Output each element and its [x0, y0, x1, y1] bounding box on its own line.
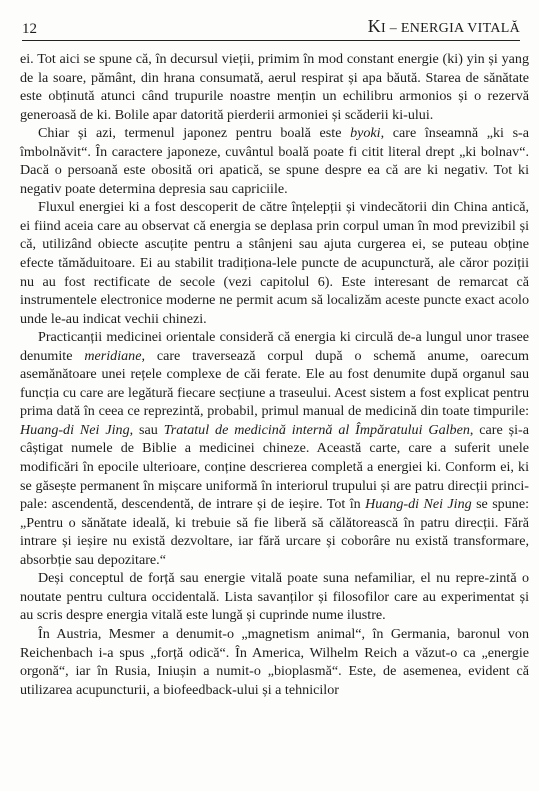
running-title: [368, 17, 520, 38]
italic-text: Huang-di Nei Jing: [365, 496, 472, 513]
paragraph-1: [20, 50, 529, 124]
text-run: Practicanții medicinei orientale consideră că energia ki circulă de-a lungul unor trasee denumite: [20, 329, 529, 364]
text-run: , care traversează corpul după o schemă anume, oarecum asemănătoare unei rețele complexe de căi ferate. Ele au fost denumite după organul sau funcția cu care are legătură fiecare secțiune a traseului. Acest sistem a fost explicat pentru prima dată în ceea ce reprezintă, probabil, primul manual de medicină din toate timpurile:: [20, 347, 529, 420]
paragraph-5: [20, 569, 529, 625]
paragraph-4: [20, 328, 529, 569]
text-run: Fluxul energiei ki a fost descoperit de către înțelepții și vindecătorii din China antică, ei fiind aceia care au observat că energia se deplasa prin corpul uman în mod previzibil și că, utilizând obiecte ascuțite pentru a stânjeni sau ajuta curgerea ei, se puteau obține efecte tămăduitoare. Ei au stabilit tradiționa-lele puncte de acupunctură, ale căror poziții nu au fost rectificate de secole (vezi capitolul 6). Este interesant de remarcat că instrumentele electronice moderne ne permit acum să localizăm aceste puncte exact acolo unde le-au indicat vechii chinezi.: [20, 199, 529, 327]
text-run: se spune: „Pentru o sănătate ideală, ki trebuie să fie liberă să călătorească în patru direcții. Fără intrare și ieșire nu există dezvoltare, iar fără urcare și coborâre nu există transformare, absorbție sau depozitare.“: [20, 496, 529, 568]
text-run: Chiar și azi, termenul japonez pentru boală este: [38, 125, 351, 142]
text-run: , care și-a câștigat numele de Biblie a medicinei chineze. Această carte, care a suferit unele modificări în epocile ulterioare, conține descrierea completă a energiei ki. Conform ei, ki se găsește permanent în mișcare uniformă în interiorul trupului și are patru direcții princi-pale: ascendentă, descendentă, de intrare și de ieșire. Tot în: [20, 421, 529, 513]
text-run: În Austria, Mesmer a denumit-o „magnetism animal“, în Germania, baronul von Reichenbach i-a spus „forță odică“. În America, Wilhelm Reich a văzut-o ca „energie orgonă“, iar în Rusia, Iniușin a numit-o „bioplasmă“. Este, de asemenea, evident că utilizarea acupuncturii, a biofeedback-ului și a tehnicilor: [20, 625, 529, 698]
page-header: [22, 14, 520, 40]
paragraph-6: [20, 625, 529, 699]
running-title-initial: K: [367, 16, 382, 36]
running-title-rest: I – ENERGIA VITALĂ: [381, 21, 520, 36]
italic-text: Huang-di Nei Jing: [20, 421, 130, 438]
header-rule: [22, 40, 520, 41]
italic-text: Tratatul de medicină internă al Împăratului Galben: [163, 421, 470, 438]
text-run: , care înseamnă „ki s-a îmbolnăvit“. În caractere japoneze, cuvântul boală poate fi citit literal drept „ki bolnav“. Dacă o persoană este obosită ori apatică, se spune despre ea că are ki negativ. Tot ki negativ poate determina depresia sau capriciile.: [20, 125, 529, 197]
italic-text: meridiane: [84, 347, 142, 364]
text-run: , sau: [129, 421, 164, 438]
body-text: [20, 50, 529, 699]
paragraph-2: [20, 124, 529, 198]
page-number: 12: [22, 21, 37, 37]
paragraph-3: [20, 198, 529, 328]
italic-text: byoki: [350, 125, 381, 142]
text-run: Deși conceptul de forță sau energie vitală poate suna nefamiliar, el nu repre-zintă o noutate pentru cultura occidentală. Lista savanților și filosofilor care au experimentat și au scris despre energia vitală este lungă și cuprinde nume ilustre.: [20, 570, 529, 624]
text-run: ei. Tot aici se spune că, în decursul vieții, primim în mod constant energie (ki) yin și yang de la soare, pământ, din hrana consumată, aerul respirat și apa băută. Starea de sănătate este obținută atunci când trupurile noastre mențin un echilibru armonios și o rezervă generoasă de ki. Bolile apar datorită pierderii armoniei și scăderii ki-ului.: [20, 51, 529, 123]
